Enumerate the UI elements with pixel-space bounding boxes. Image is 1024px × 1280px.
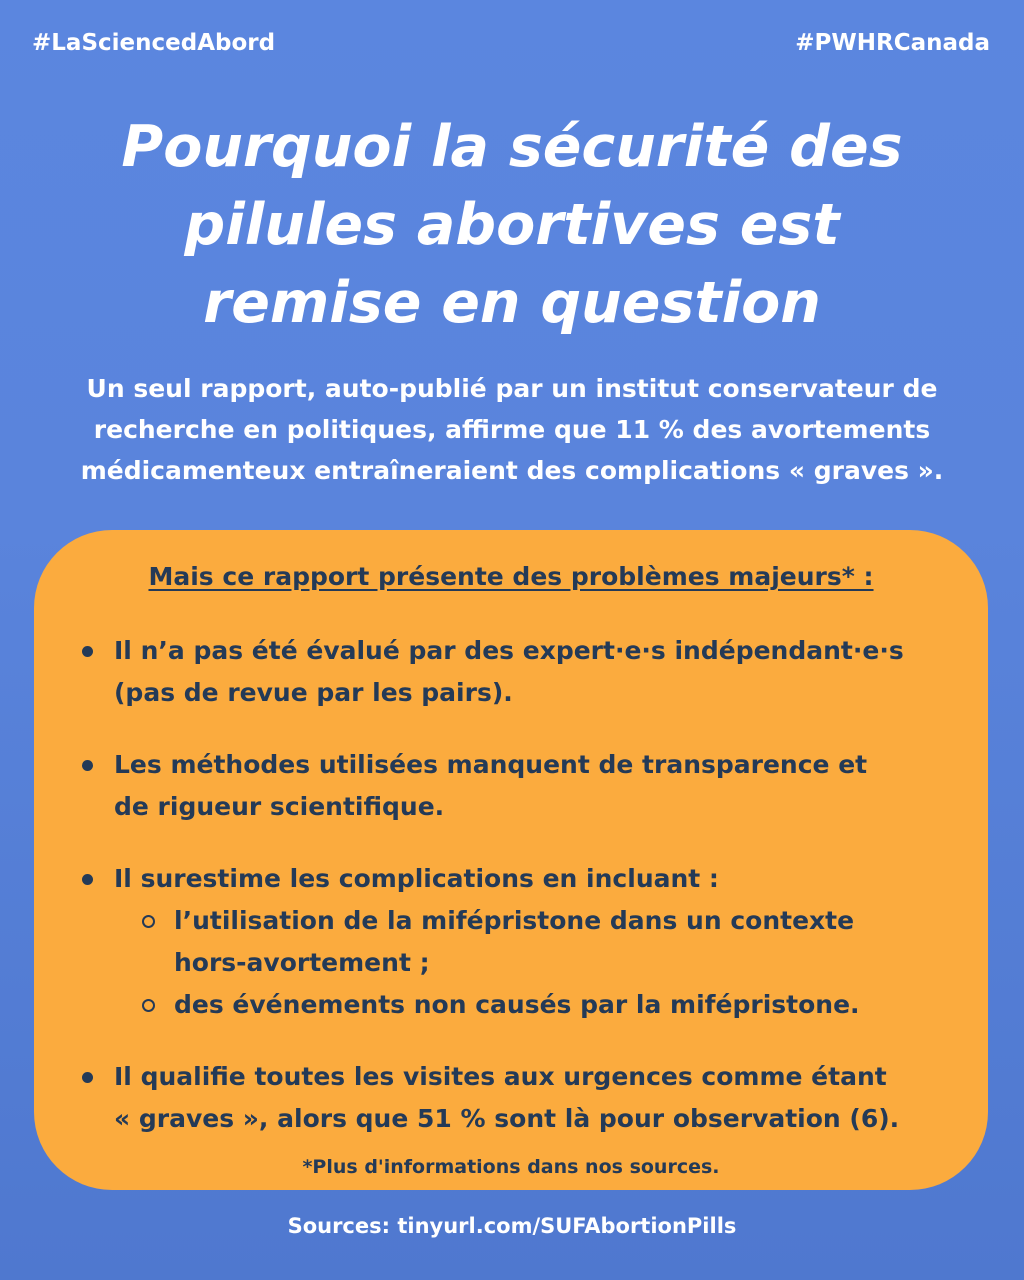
intro-line: médicamenteux entraîneraient des complications « graves ». [80, 456, 944, 485]
problem-item [76, 858, 976, 1026]
problem-line: Il surestime les complications en incluant : [114, 864, 719, 893]
problem-item [76, 630, 976, 714]
hashtag-left: #LaSciencedAbord [32, 30, 276, 56]
sub-item [114, 984, 976, 1026]
sub-line: des événements non causés par la mifépristone. [174, 990, 860, 1019]
sources-link[interactable]: Sources: tinyurl.com/SUFAbortionPills [287, 1214, 737, 1238]
sub-list [114, 900, 976, 1026]
sub-item [114, 900, 976, 984]
problem-line: Il qualifie toutes les visites aux urgences comme étant [114, 1062, 887, 1091]
problem-line: Les méthodes utilisées manquent de transparence et [114, 750, 868, 779]
problem-line: (pas de revue par les pairs). [114, 678, 513, 707]
page-title [60, 108, 964, 342]
sub-line: l’utilisation de la mifépristone dans un contexte [174, 906, 855, 935]
sub-line: hors-avortement ; [174, 948, 430, 977]
hashtag-right: #PWHRCanada [795, 30, 990, 56]
problem-line: Il n’a pas été évalué par des expert·e·s indépendant·e·s [114, 636, 904, 665]
intro-paragraph [32, 368, 992, 491]
card-heading: Mais ce rapport présente des problèmes majeurs* : [148, 562, 874, 591]
problem-item [76, 1056, 976, 1140]
intro-line: recherche en politiques, affirme que 11 % des avortements [93, 415, 931, 444]
problems-list [76, 630, 976, 1170]
problems-card [34, 530, 988, 1190]
title-line: Pourquoi la sécurité des [121, 114, 903, 180]
problem-line: « graves », alors que 51 % sont là pour observation (6). [114, 1104, 900, 1133]
intro-line: Un seul rapport, auto-publié par un institut conservateur de [86, 374, 938, 403]
footnote: *Plus d'informations dans nos sources. [302, 1156, 720, 1178]
title-line: remise en question [203, 270, 821, 336]
problem-item [76, 744, 976, 828]
problem-line: de rigueur scientifique. [114, 792, 445, 821]
title-line: pilules abortives est [184, 192, 840, 258]
